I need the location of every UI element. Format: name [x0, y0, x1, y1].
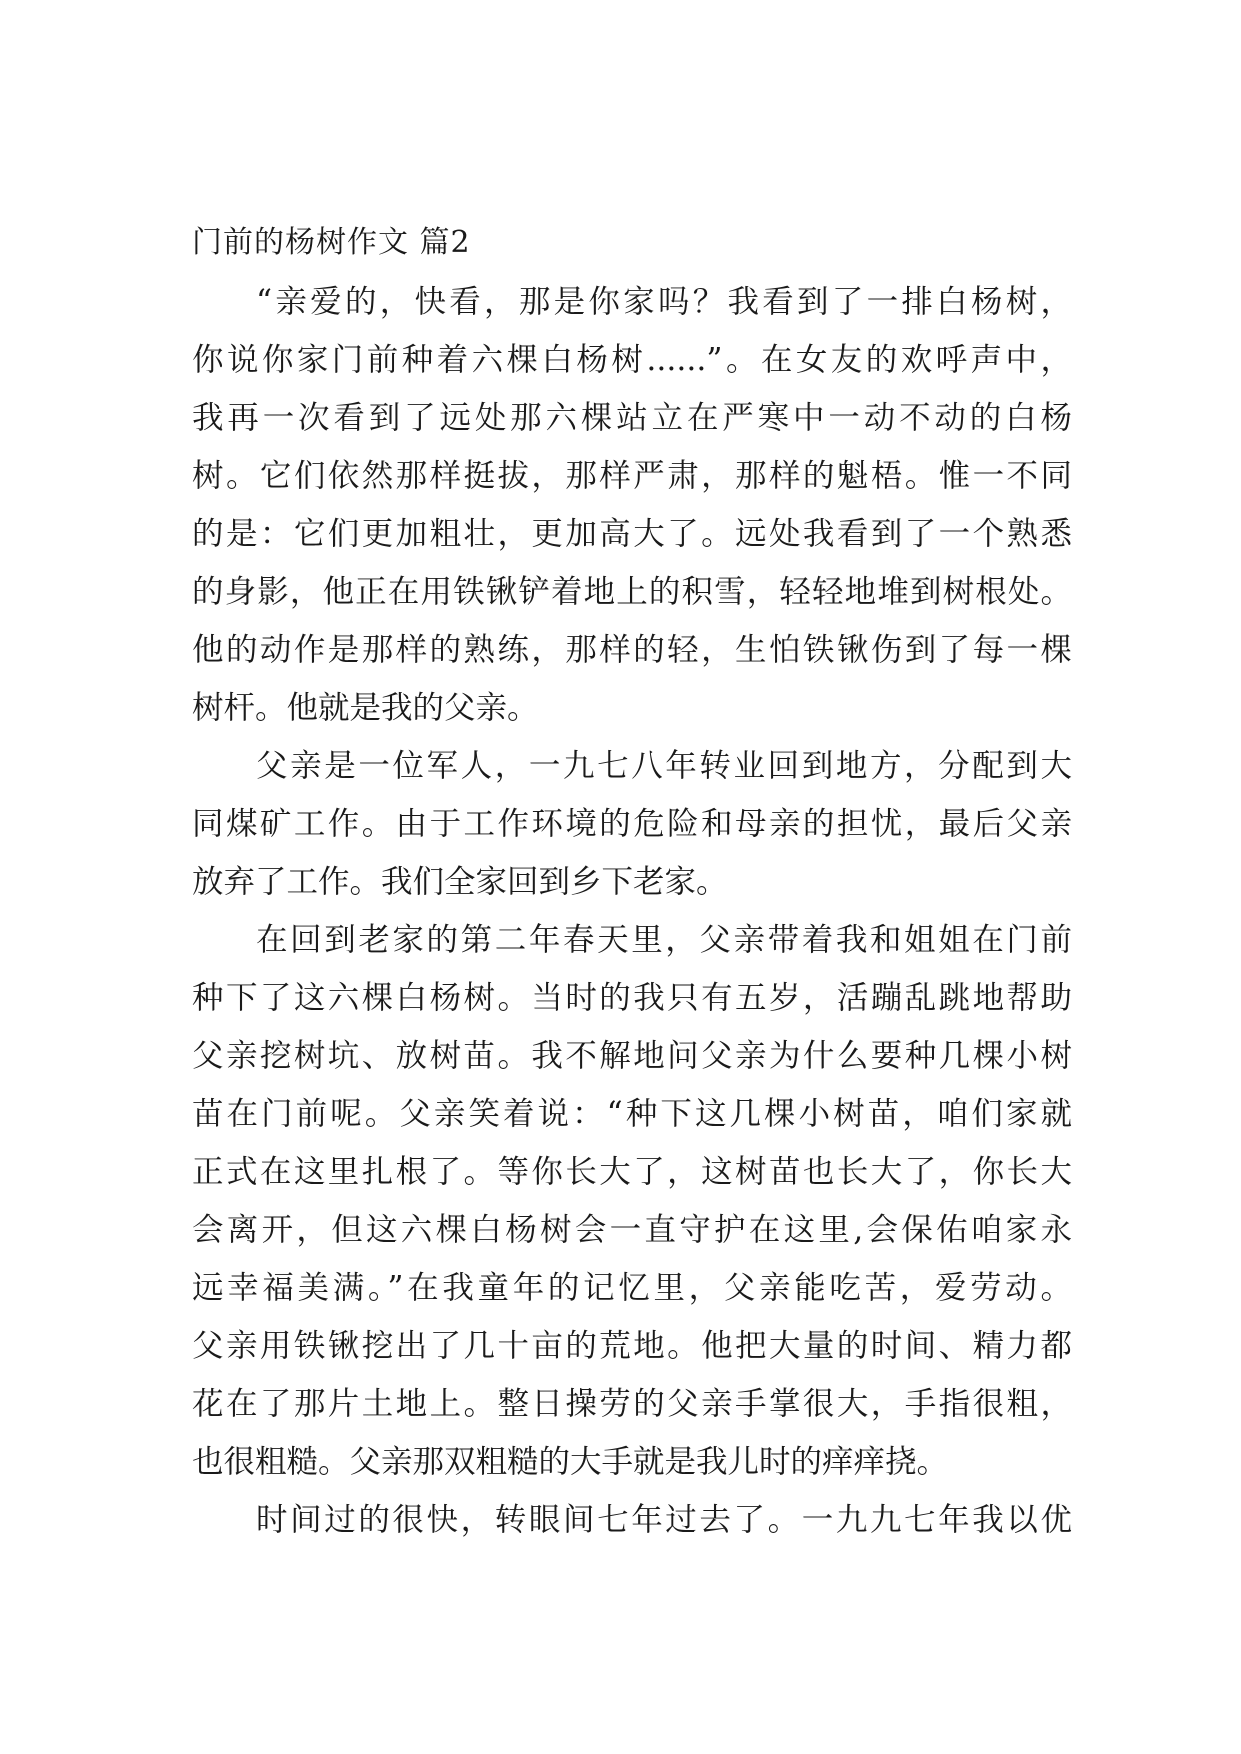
paragraph-3-line-5: 正式在这里扎根了。等你长大了，这树苗也长大了，你长大 — [192, 1154, 1072, 1190]
paragraph-2-line-3: 放弃了工作。我们全家回到乡下老家。 — [192, 864, 728, 900]
paragraph-3-line-7: 远幸福美满。”在我童年的记忆里，父亲能吃苦，爱劳动。 — [192, 1270, 1072, 1306]
paragraph-1-line-8: 树杆。他就是我的父亲。 — [192, 690, 539, 726]
document-page — [192, 0, 1072, 1754]
document-title: 门前的杨树作文 篇2 — [192, 225, 471, 260]
paragraph-1-line-4: 树。它们依然那样挺拔，那样严肃，那样的魁梧。惟一不同 — [192, 458, 1072, 494]
paragraph-4-line-1: 时间过的很快，转眼间七年过去了。一九九七年我以优 — [256, 1502, 1072, 1538]
paragraph-3-line-1: 在回到老家的第二年春天里，父亲带着我和姐姐在门前 — [256, 922, 1072, 958]
paragraph-3-line-10: 也很粗糙。父亲那双粗糙的大手就是我儿时的痒痒挠。 — [192, 1444, 949, 1480]
paragraph-1-line-7: 他的动作是那样的熟练，那样的轻，生怕铁锹伤到了每一棵 — [192, 632, 1072, 668]
paragraph-1-line-3: 我再一次看到了远处那六棵站立在严寒中一动不动的白杨 — [192, 400, 1072, 436]
paragraph-1-line-1: “亲爱的，快看，那是你家吗？我看到了一排白杨树， — [256, 284, 1072, 320]
paragraph-1-line-6: 的身影，他正在用铁锹铲着地上的积雪，轻轻地堆到树根处。 — [192, 574, 1072, 610]
paragraph-3-line-9: 花在了那片土地上。整日操劳的父亲手掌很大，手指很粗， — [192, 1386, 1072, 1422]
paragraph-3-line-4: 苗在门前呢。父亲笑着说：“种下这几棵小树苗，咱们家就 — [192, 1096, 1072, 1132]
paragraph-3-line-6: 会离开，但这六棵白杨树会一直守护在这里,会保佑咱家永 — [192, 1212, 1072, 1248]
paragraph-1-line-5: 的是：它们更加粗壮，更加高大了。远处我看到了一个熟悉 — [192, 516, 1072, 552]
paragraph-3-line-8: 父亲用铁锹挖出了几十亩的荒地。他把大量的时间、精力都 — [192, 1328, 1072, 1364]
paragraph-3-line-2: 种下了这六棵白杨树。当时的我只有五岁，活蹦乱跳地帮助 — [192, 980, 1072, 1016]
paragraph-2-line-1: 父亲是一位军人，一九七八年转业回到地方，分配到大 — [256, 748, 1072, 784]
paragraph-2-line-2: 同煤矿工作。由于工作环境的危险和母亲的担忧，最后父亲 — [192, 806, 1072, 842]
paragraph-3-line-3: 父亲挖树坑、放树苗。我不解地问父亲为什么要种几棵小树 — [192, 1038, 1072, 1074]
paragraph-1-line-2: 你说你家门前种着六棵白杨树......”。在女友的欢呼声中， — [192, 342, 1072, 378]
